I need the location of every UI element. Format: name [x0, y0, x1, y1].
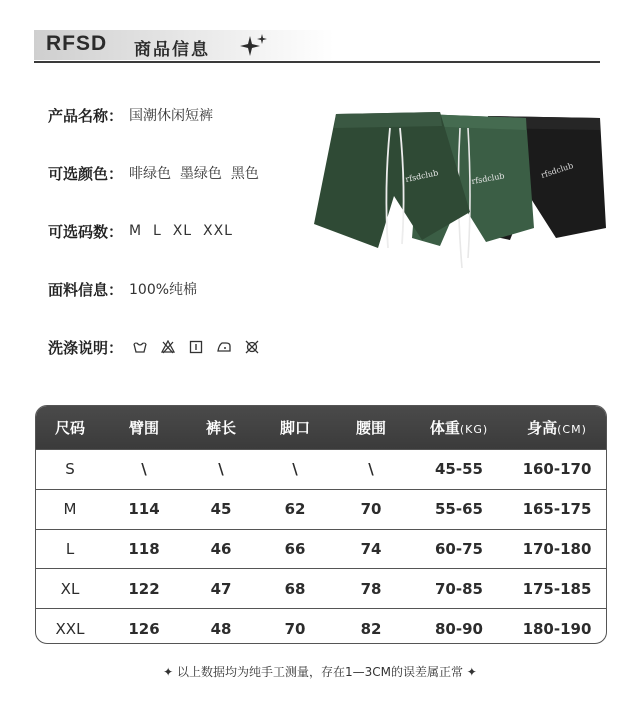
no-bleach-icon [161, 340, 175, 354]
row-size: M [63, 500, 77, 519]
header-leg-opening: 脚口 [279, 419, 310, 437]
header-length: 裤长 [205, 419, 236, 437]
header-weight [410, 417, 508, 438]
sizes-value: M L XL XXL [129, 223, 233, 239]
row-waist: 70 [360, 500, 382, 519]
header-underline [34, 61, 600, 63]
row-weight: 80-90 [435, 619, 483, 638]
product-name-label: 产品名称： [48, 106, 124, 125]
shorts-logo-dark: rfsdclub [404, 168, 440, 184]
row-height: 165-175 [522, 500, 592, 519]
row-length: 46 [210, 539, 232, 558]
sizes-label: 可选码数： [48, 222, 124, 241]
section-title: 商品信息 [134, 40, 210, 60]
table-header-row [36, 406, 606, 449]
row-waist: 78 [360, 579, 382, 598]
row-size: XXL [55, 619, 85, 638]
row-height: 175-185 [522, 579, 592, 598]
info-row-wash [48, 336, 259, 358]
row-arm: 114 [128, 500, 160, 519]
row-weight: 45-55 [435, 460, 483, 479]
row-size: XL [60, 579, 80, 598]
table-row [36, 568, 606, 608]
row-height: 180-190 [522, 619, 592, 638]
product-name-value: 国潮休闲短裤 [129, 108, 214, 124]
table-row [36, 489, 606, 529]
sparkle-icon [239, 32, 269, 58]
header-height-unit: (CM) [557, 423, 587, 436]
row-arm: 118 [128, 539, 160, 558]
header-weight-unit: (KG) [459, 423, 489, 436]
row-size: S [65, 460, 75, 479]
product-image [310, 108, 610, 280]
colors-label: 可选颜色： [48, 164, 124, 183]
shorts-logo-green: rfsdclub [470, 171, 506, 186]
row-waist: 74 [360, 539, 382, 558]
info-row-name [48, 104, 213, 126]
fabric-label: 面料信息： [48, 280, 124, 299]
info-row-colors [48, 162, 259, 184]
row-length: \ [218, 460, 224, 479]
row-waist: \ [368, 460, 374, 479]
hand-wash-icon [133, 340, 147, 354]
fabric-value: 100%纯棉 [129, 282, 198, 298]
row-arm: 122 [128, 579, 160, 598]
table-row [36, 529, 606, 569]
header-weight-label: 体重 [429, 419, 460, 437]
brand-name: RFSD [46, 32, 108, 55]
row-leg-opening: 68 [284, 579, 306, 598]
no-dryclean-icon [245, 340, 259, 354]
row-height: 160-170 [522, 460, 592, 479]
colors-value: 啡绿色 墨绿色 黑色 [129, 166, 259, 182]
shorts-logo-black: rfsdclub [539, 161, 575, 180]
header-height-label: 身高 [527, 419, 558, 437]
row-waist: 82 [360, 619, 382, 638]
header-height [508, 417, 606, 438]
row-weight: 60-75 [435, 539, 483, 558]
wash-label: 洗涤说明： [48, 338, 124, 357]
row-leg-opening: 62 [284, 500, 306, 519]
tumble-dry-icon [189, 340, 203, 354]
row-weight: 70-85 [435, 579, 483, 598]
row-leg-opening: 70 [284, 619, 306, 638]
header-waist: 腰围 [355, 419, 386, 437]
table-row [36, 608, 606, 644]
row-leg-opening: 66 [284, 539, 306, 558]
row-leg-opening: \ [292, 460, 298, 479]
iron-icon [217, 340, 231, 354]
section-header [34, 26, 600, 66]
row-arm: \ [141, 460, 147, 479]
measurement-note: ✦ 以上数据均为纯手工测量，存在1—3CM的误差属正常 ✦ [163, 665, 477, 679]
row-length: 47 [210, 579, 232, 598]
row-size: L [65, 539, 75, 558]
header-arm: 臂围 [128, 419, 159, 437]
size-table [35, 405, 607, 644]
row-arm: 126 [128, 619, 160, 638]
row-length: 45 [210, 500, 232, 519]
row-weight: 55-65 [435, 500, 483, 519]
info-row-sizes [48, 220, 233, 242]
info-row-fabric [48, 278, 197, 300]
care-icons [133, 340, 259, 354]
row-height: 170-180 [522, 539, 592, 558]
header-size: 尺码 [54, 419, 85, 437]
row-length: 48 [210, 619, 232, 638]
table-row [36, 449, 606, 489]
